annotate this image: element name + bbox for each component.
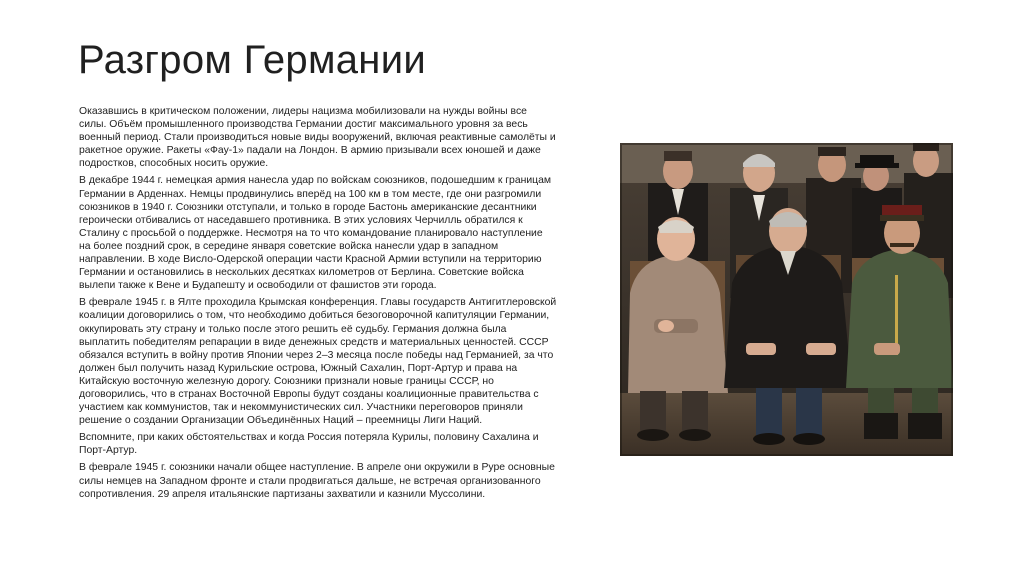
slide-body: [79, 105, 557, 505]
paragraph-mobilization: Оказавшись в критическом положении, лидеры нацизма мобилизовали на нужды войны все силы. Объём промышленного производства Германии достиг максимального уровня за весь военный период. Стали производиться новые виды вооружений, включая реактивные самолёты и ракетное оружие. Ракеты «Фау-1» падали на Лондон. В армию призывали всех юношей и даже подростков, способных носить оружие.: [79, 106, 556, 170]
paragraph-ruhr: В феврале 1945 г. союзники начали общее наступление. В апреле они окружили в Руре основные силы немцев на Западном фронте и стали продвигаться дальше, не встречая организованного сопротивления. 29 апреля итальянские партизаны захватили и казнили Муссолини.: [79, 462, 555, 500]
paragraph-ardennes: В декабре 1944 г. немецкая армия нанесла удар по войскам союзников, подошедшим к границам Германии в Арденнах. Немцы продвинулись вперёд на 100 км в том месте, где они разгромили союзников в 1940 г. Союзники отступали, и только в городе Бастонь американские десантники героически отбивались от наседавшего противника. В этих условиях Черчилль обратился к Сталину с просьбой о поддержке. Несмотря на то что командование планировало наступление на более поздний срок, в середине января советские войска нанесли удар в западном направлении. В ходе Висло-Одерской операции части Красной Армии вступили на территорию Германии и остановились в нескольких десятках километров от Берлина. Советские войска вылепи также к Вене и Будапешту и освободили от фашистов эти города.: [79, 175, 552, 292]
paragraph-question: Вспомните, при каких обстоятельствах и когда Россия потеряла Курилы, половину Сахалина и Порт-Артур.: [79, 432, 539, 457]
yalta-conference-photo: [620, 143, 953, 456]
paragraph-yalta: В феврале 1945 г. в Ялте проходила Крымская конференция. Главы государств Антигитлеровской коалиции договорились о том, что необходимо добиться безоговорочной капитуляции Германии, оккупировать эту страну и только после этого решить её судьбу. Германия должна была выплатить победителям репарации в виде денежных средств и материальных ценностей. СССР обязался вступить в войну против Японии через 2–3 месяца после победы над Германией, за что должен был получить назад Курильские острова, Южный Сахалин, Порт-Артур и права на Китайскую восточную железную дорогу. Союзники признали новые границы СССР, но договорились, что в странах Восточной Европы будут созданы коалиционные правительства с участием как коммунистов, так и некоммунистических сил. Участники переговоров приняли решение о создании Организации Объединённых Наций – преемницы Лиги Наций.: [79, 297, 557, 427]
slide-title: Разгром Германии: [78, 38, 426, 82]
